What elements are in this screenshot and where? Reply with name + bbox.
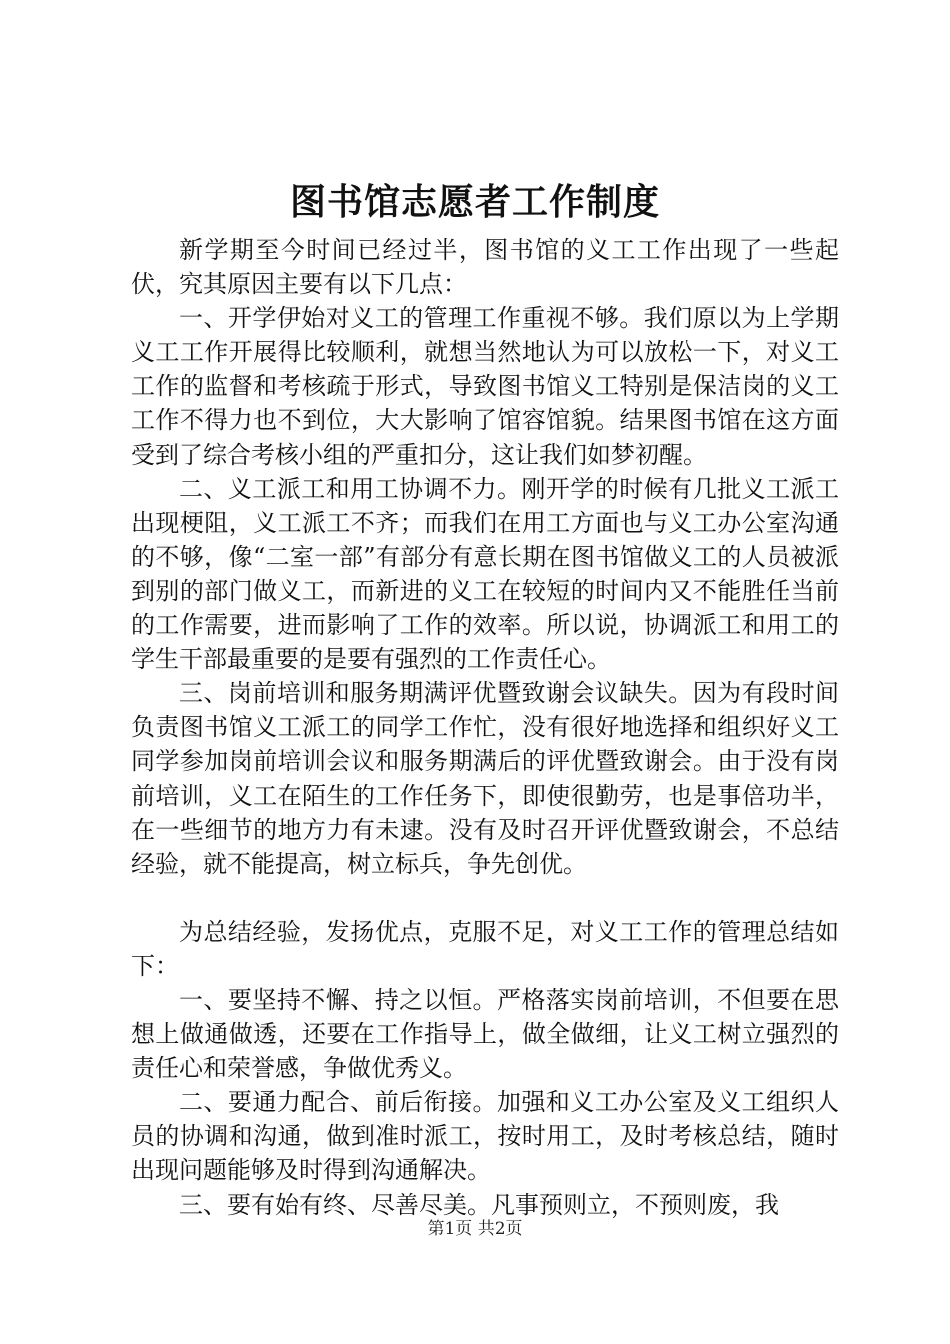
paragraph-issue-1: 一、开学伊始对义工的管理工作重视不够。我们原以为上学期义工工作开展得比较顺利，就想当然地认为可以放松一下，对义工工作的监督和考核疏于形式，导致图书馆义工特别是保洁岗的义工工作不得力也不到位，大大影响了馆容馆貌。结果图书馆在这方面受到了综合考核小组的严重扣分，这让我们如梦初醒。 — [131, 304, 839, 469]
paragraph-summary-2: 二、要通力配合、前后衔接。加强和义工办公室及义工组织人员的协调和沟通，做到准时派工，按时用工，及时考核总结，随时出现问题能够及时得到沟通解决。 — [131, 1088, 839, 1185]
paragraph-summary-1: 一、要坚持不懈、持之以恒。严格落实岗前培训，不但要在思想上做通做透，还要在工作指导上，做全做细，让义工树立强烈的责任心和荣誉感，争做优秀义。 — [131, 985, 839, 1083]
paragraph-summary-intro: 为总结经验，发扬优点，克服不足，对义工工作的管理总结如下： — [131, 917, 839, 980]
paragraph-issue-2: 二、义工派工和用工协调不力。刚开学的时候有几批义工派工出现梗阻，义工派工不齐；而我们在用工方面也与义工办公室沟通的不够，像“二室一部”有部分有意长期在图书馆做义工的人员被派到别的部门做义工，而新进的义工在较短的时间内又不能胜任当前的工作需要，进而影响了工作的效率。所以说，协调派工和用工的学生干部最重要的是要有强烈的工作责任心。 — [131, 474, 839, 674]
document-body — [131, 233, 839, 1222]
paragraph-intro: 新学期至今时间已经过半，图书馆的义工工作出现了一些起伏，究其原因主要有以下几点： — [131, 236, 839, 299]
page-number-footer: 第1页 共2页 — [427, 1219, 523, 1239]
paragraph-issue-3: 三、岗前培训和服务期满评优暨致谢会议缺失。因为有段时间负责图书馆义工派工的同学工作忙，没有很好地选择和组织好义工同学参加岗前培训会议和服务期满后的评优暨致谢会。由于没有岗前培训，义工在陌生的工作任务下，即使很勤劳，也是事倍功半，在一些细节的地方力有未逮。没有及时召开评优暨致谢会，不总结经验，就不能提高，树立标兵，争先创优。 — [131, 679, 839, 878]
document-title: 图书馆志愿者工作制度 — [289, 181, 660, 223]
paragraph-summary-3: 三、要有始有终、尽善尽美。凡事预则立，不预则废，我 — [179, 1190, 779, 1219]
